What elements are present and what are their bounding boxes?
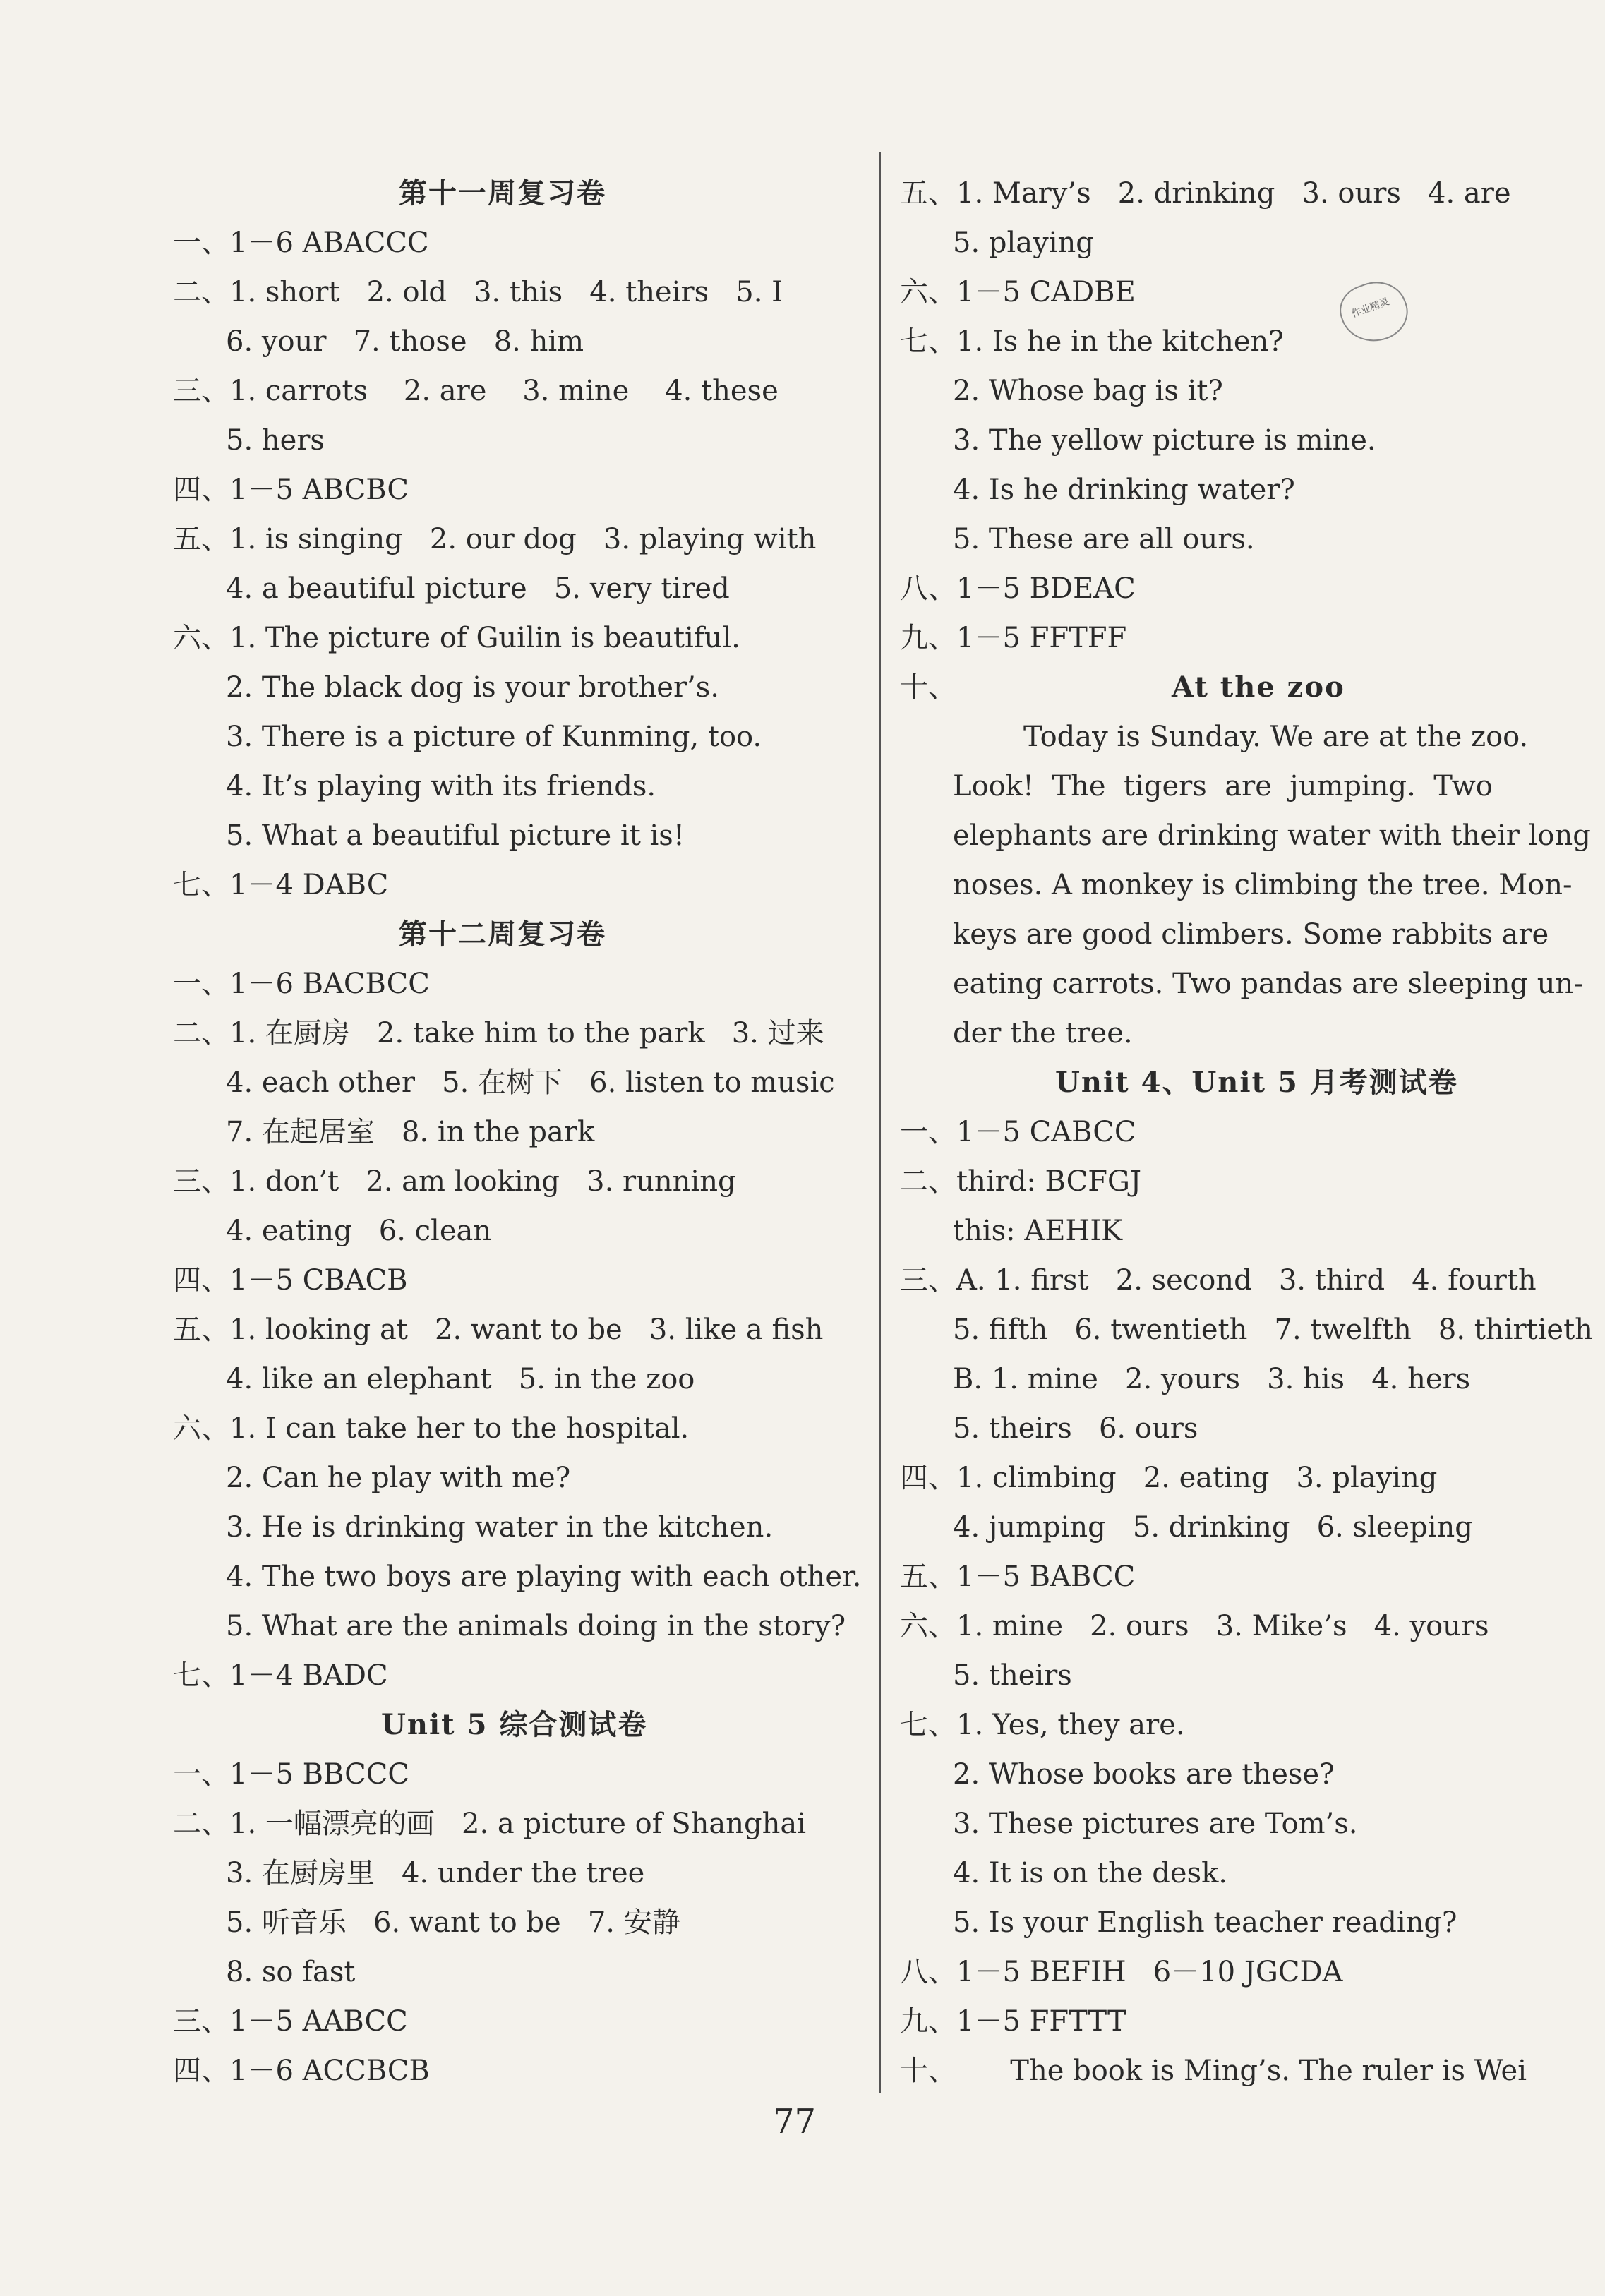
right-line: 十、 The book is Ming’s. The ruler is Wei	[900, 2055, 1527, 2087]
right-line: 4. jumping 5. drinking 6. sleeping	[953, 1511, 1473, 1544]
left-line: 第十一周复习卷	[399, 176, 606, 210]
left-line: 6. your 7. those 8. him	[226, 325, 584, 358]
right-line: 5. theirs	[953, 1659, 1072, 1692]
left-line: Unit 5 综合测试卷	[381, 1708, 648, 1741]
right-line: 5. fifth 6. twentieth 7. twelfth 8. thirtieth	[953, 1314, 1593, 1346]
right-line: noses. A monkey is climbing the tree. Mon-	[953, 869, 1573, 901]
right-line: 3. The yellow picture is mine.	[953, 424, 1376, 457]
left-line: 4. a beautiful picture 5. very tired	[226, 572, 730, 605]
left-line: 三、1. carrots 2. are 3. mine 4. these	[173, 375, 779, 407]
right-line: 五、1－5 BABCC	[900, 1561, 1136, 1593]
right-line: 二、third: BCFGJ	[900, 1165, 1142, 1198]
right-line: elephants are drinking water with their long	[953, 819, 1591, 852]
left-line: 四、1－6 ACCBCB	[173, 2055, 430, 2087]
right-line: 2. Whose books are these?	[953, 1758, 1335, 1791]
right-line: 5. These are all ours.	[953, 523, 1255, 555]
right-line: 5. theirs 6. ours	[953, 1412, 1198, 1445]
left-line: 五、1. is singing 2. our dog 3. playing with	[173, 523, 817, 555]
right-line: 3. These pictures are Tom’s.	[953, 1808, 1358, 1840]
right-line: At the zoo	[1172, 671, 1345, 704]
left-line: 3. 在厨房里 4. under the tree	[226, 1857, 645, 1889]
left-line: 5. 听音乐 6. want to be 7. 安静	[226, 1906, 680, 1939]
left-line: 3. There is a picture of Kunming, too.	[226, 721, 762, 753]
left-line: 三、1. don’t 2. am looking 3. running	[173, 1165, 736, 1198]
left-line: 5. What are the animals doing in the story?	[226, 1610, 846, 1642]
left-line: 一、1－5 BBCCC	[173, 1758, 409, 1791]
left-line: 七、1－4 BADC	[173, 1659, 388, 1692]
left-line: 第十二周复习卷	[399, 918, 606, 951]
left-line: 一、1－6 BACBCC	[173, 968, 430, 1000]
right-line: 三、A. 1. first 2. second 3. third 4. fourth	[900, 1264, 1537, 1297]
left-line: 三、1－5 AABCC	[173, 2005, 408, 2038]
left-line: 六、1. The picture of Guilin is beautiful.	[173, 622, 740, 654]
right-line: 六、1－5 CADBE	[900, 276, 1136, 308]
left-line: 四、1－5 CBACB	[173, 1264, 408, 1297]
left-line: 7. 在起居室 8. in the park	[226, 1116, 595, 1148]
left-line: 4. like an elephant 5. in the zoo	[226, 1363, 695, 1395]
right-line: 5. Is your English teacher reading?	[953, 1906, 1457, 1939]
right-line: 八、1－5 BEFIH 6－10 JGCDA	[900, 1956, 1343, 1988]
left-line: 8. so fast	[226, 1956, 356, 1988]
left-line: 5. hers	[226, 424, 325, 457]
right-line: 4. It is on the desk.	[953, 1857, 1228, 1889]
left-line: 4. each other 5. 在树下 6. listen to music	[226, 1066, 835, 1099]
right-line: 4. Is he drinking water?	[953, 474, 1295, 506]
left-line: 4. It’s playing with its friends.	[226, 770, 656, 803]
right-line: Look! The tigers are jumping. Two	[953, 770, 1493, 803]
page-number: 77	[773, 2102, 817, 2141]
right-line: 四、1. climbing 2. eating 3. playing	[900, 1462, 1438, 1494]
stamp-logo: 作业精灵	[1333, 272, 1415, 351]
right-line: 九、1－5 FFTFF	[900, 622, 1127, 654]
right-line: 五、1. Mary’s 2. drinking 3. ours 4. are	[900, 177, 1511, 210]
right-line: 七、1. Yes, they are.	[900, 1709, 1185, 1741]
right-line: Unit 4、Unit 5 月考测试卷	[1055, 1066, 1458, 1099]
right-line: 七、1. Is he in the kitchen?	[900, 325, 1284, 358]
left-line: 4. eating 6. clean	[226, 1215, 492, 1247]
left-line: 二、1. 一幅漂亮的画 2. a picture of Shanghai	[173, 1808, 806, 1840]
right-line: 一、1－5 CABCC	[900, 1116, 1136, 1148]
right-line: 八、1－5 BDEAC	[900, 572, 1136, 605]
right-line: keys are good climbers. Some rabbits are	[953, 918, 1549, 951]
left-line: 5. What a beautiful picture it is!	[226, 819, 685, 852]
right-line: 六、1. mine 2. ours 3. Mike’s 4. yours	[900, 1610, 1489, 1642]
left-line: 4. The two boys are playing with each other.	[226, 1561, 862, 1593]
right-line: B. 1. mine 2. yours 3. his 4. hers	[953, 1363, 1471, 1395]
right-line: 十、	[900, 671, 956, 704]
left-line: 3. He is drinking water in the kitchen.	[226, 1511, 774, 1544]
right-line: Today is Sunday. We are at the zoo.	[1023, 721, 1529, 753]
column-divider	[879, 152, 881, 2093]
left-line: 七、1－4 DABC	[173, 869, 389, 901]
left-line: 二、1. short 2. old 3. this 4. theirs 5. I	[173, 276, 783, 308]
right-line: der the tree.	[953, 1017, 1133, 1050]
left-line: 2. The black dog is your brother’s.	[226, 671, 720, 704]
left-line: 2. Can he play with me?	[226, 1462, 571, 1494]
right-line: 2. Whose bag is it?	[953, 375, 1223, 407]
left-line: 六、1. I can take her to the hospital.	[173, 1412, 690, 1445]
left-line: 四、1－5 ABCBC	[173, 474, 409, 506]
right-line: eating carrots. Two pandas are sleeping un-	[953, 968, 1583, 1000]
left-line: 五、1. looking at 2. want to be 3. like a fish	[173, 1314, 824, 1346]
right-line: this: AEHIK	[953, 1215, 1122, 1247]
left-line: 一、1－6 ABACCC	[173, 227, 429, 259]
left-line: 二、1. 在厨房 2. take him to the park 3. 过来	[173, 1017, 824, 1050]
right-line: 九、1－5 FFTTT	[900, 2005, 1126, 2038]
right-line: 5. playing	[953, 227, 1094, 259]
